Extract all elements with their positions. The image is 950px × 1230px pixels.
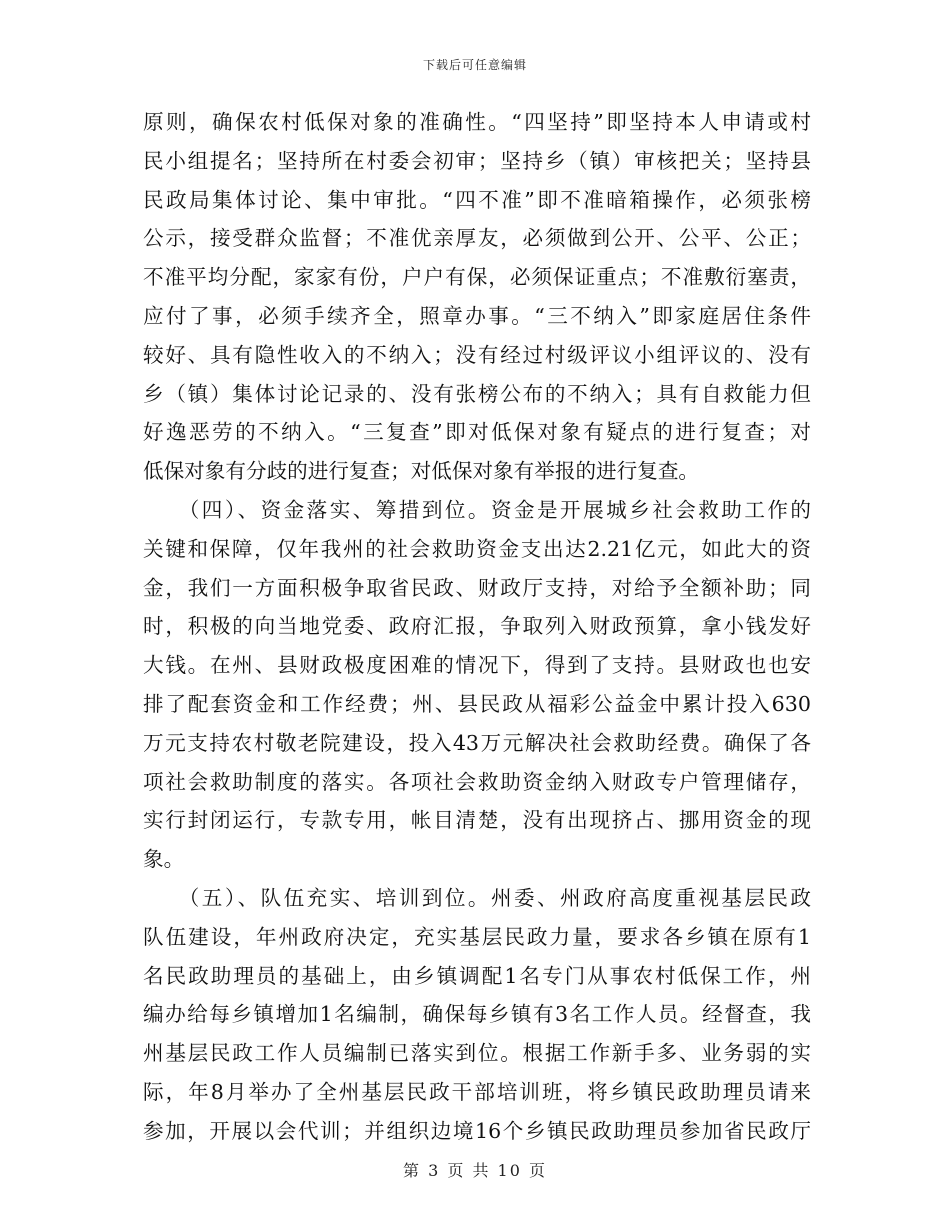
page-header: 下载后可任意编辑 xyxy=(422,58,527,72)
text-line: 不准平均分配，家家有份，户户有保，必须保证重点；不准敷衍塞责， xyxy=(143,265,811,290)
text-line: 编办给每乡镇增加1名编制，确保每乡镇有3名工作人员。经督查，我 xyxy=(143,1002,811,1027)
paragraph-end-line: 低保对象有分歧的进行复查；对低保对象有举报的进行复查。 xyxy=(143,459,700,484)
text-line: 队伍建设，年州政府决定，充实基层民政力量，要求各乡镇在原有1 xyxy=(143,924,811,949)
text-line: 实行封闭运行，专款专用，帐目清楚，没有出现挤占、挪用资金的现 xyxy=(143,808,811,833)
text-line: 时，积极的向当地党委、政府汇报，争取列入财政预算，拿小钱发好 xyxy=(143,614,811,639)
page-number: 第 3 页 共 10 页 xyxy=(403,1161,547,1180)
text-line: 万元支持农村敬老院建设，投入43万元解决社会救助经费。确保了各 xyxy=(143,730,811,755)
text-line: 民政局集体讨论、集中审批。“四不准”即不准暗箱操作，必须张榜 xyxy=(143,187,811,212)
text-line: 应付了事，必须手续齐全，照章办事。“三不纳入”即家庭居住条件 xyxy=(143,303,811,328)
text-line: 公示，接受群众监督；不准优亲厚友，必须做到公开、公平、公正； xyxy=(143,226,811,251)
text-line: 参加，开展以会代训；并组织边境16个乡镇民政助理员参加省民政厅 xyxy=(143,1118,811,1143)
text-line: 原则，确保农村低保对象的准确性。“四坚持”即坚持本人申请或村 xyxy=(143,110,811,134)
text-line: 民小组提名；坚持所在村委会初审；坚持乡（镇）审核把关；坚持县 xyxy=(143,148,811,173)
body-text xyxy=(143,103,811,1151)
section-four-heading-line: （四）、资金落实、筹措到位。资金是开展城乡社会救助工作的 xyxy=(143,497,811,522)
text-line: 较好、具有隐性收入的不纳入；没有经过村级评议小组评议的、没有 xyxy=(143,342,811,367)
text-line: 大钱。在州、县财政极度困难的情况下，得到了支持。县财政也也安 xyxy=(143,653,811,678)
text-line: 排了配套资金和工作经费；州、县民政从福彩公益金中累计投入630 xyxy=(143,691,811,716)
text-line: 州基层民政工作人员编制已落实到位。根据工作新手多、业务弱的实 xyxy=(143,1041,811,1066)
text-line: 项社会救助制度的落实。各项社会救助资金纳入财政专户管理储存， xyxy=(143,769,811,794)
paragraph-end-line: 象。 xyxy=(143,847,185,872)
text-line: 名民政助理员的基础上，由乡镇调配1名专门从事农村低保工作，州 xyxy=(143,963,811,988)
text-line: 金，我们一方面积极争取省民政、财政厅支持，对给予全额补助；同 xyxy=(143,575,811,600)
text-line: 际，年8月举办了全州基层民政干部培训班，将乡镇民政助理员请来 xyxy=(143,1079,811,1104)
text-line: 关键和保障，仅年我州的社会救助资金支出达2.21亿元，如此大的资 xyxy=(143,536,811,561)
section-five-heading-line: （五）、队伍充实、培训到位。州委、州政府高度重视基层民政 xyxy=(143,885,811,910)
text-line: 好逸恶劳的不纳入。“三复查”即对低保对象有疑点的进行复查；对 xyxy=(143,420,811,445)
text-line: 乡（镇）集体讨论记录的、没有张榜公布的不纳入；具有自救能力但 xyxy=(143,381,811,406)
